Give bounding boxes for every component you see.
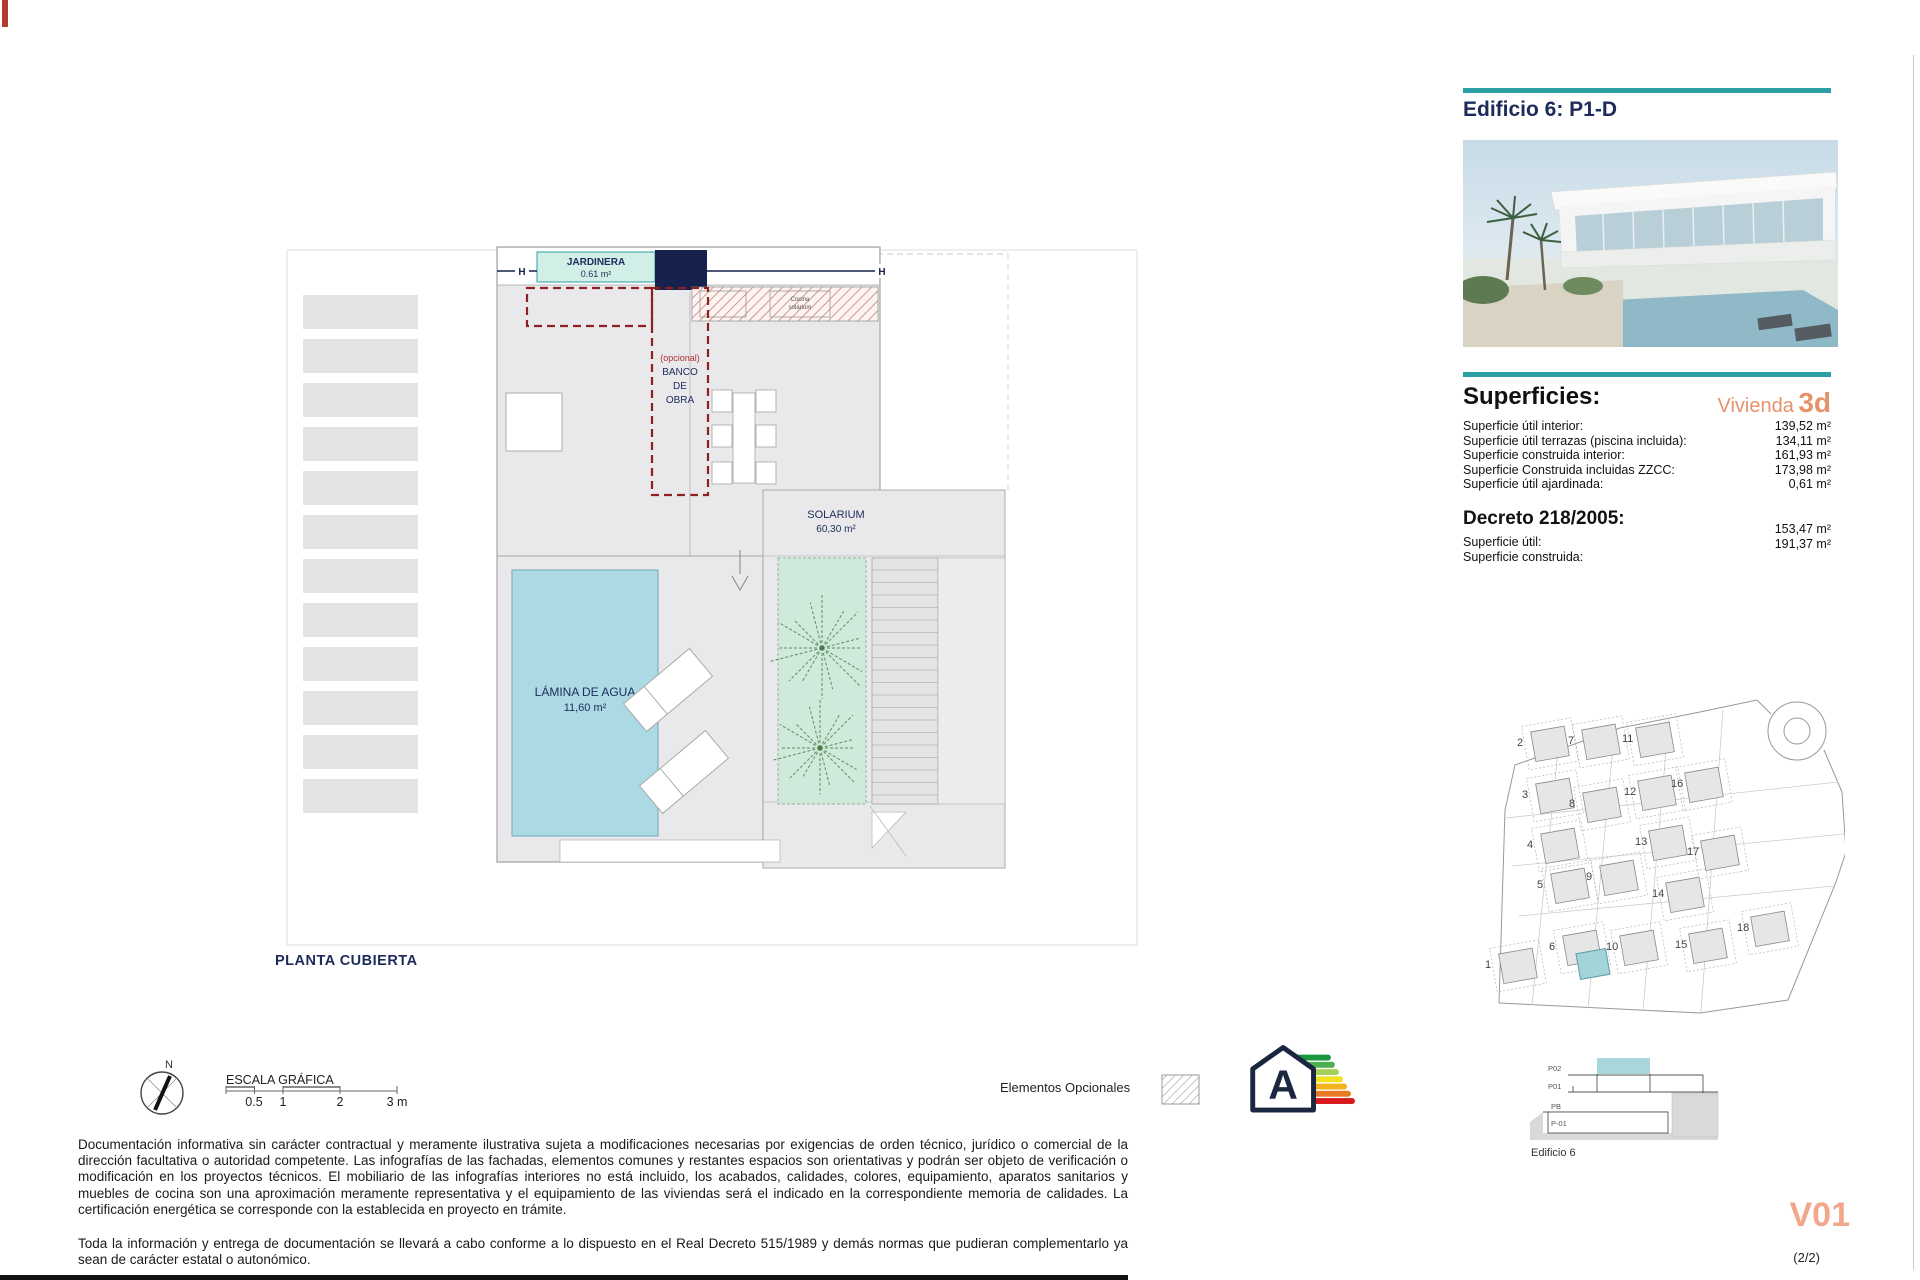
- section-label: Edificio 6: [1531, 1147, 1576, 1159]
- site-plot-number: 13: [1635, 836, 1648, 848]
- floor-label: P02: [1548, 1064, 1562, 1073]
- scale-tick: 1: [279, 1095, 287, 1109]
- site-plot-number: 14: [1652, 888, 1665, 900]
- page-edge-line: [1913, 55, 1914, 1270]
- skylight: [506, 393, 562, 451]
- row-label: Superficie útil:: [1463, 535, 1542, 549]
- site-plot-number: 5: [1537, 879, 1544, 891]
- scale-tick: 0.5: [245, 1095, 263, 1109]
- site-plot-number: 9: [1586, 871, 1593, 883]
- site-buildings: [1490, 714, 1799, 992]
- disclaimer-paragraph-1: Documentación informativa sin carácter contractual y meramente ilustrativa sujeta a modificaciones necesarias por exigencias de orden técnico, jurídico o comercial de la dirección facultativa o autoridad competente. Las infografías de las fachadas, elementos comunes y restantes espacios son orientativas y podrán ser objeto de verificación o modificación en los proyectos técnicos. El mobiliario de las infografías interiores no está incluido, los acabados, calidades, colores, equipamiento, aparatos sanitarios y muebles de cocina son una aproximación meramente representativa y el equipamiento de las viviendas será el indicado en la correspondiente memoria de calidades. La certificación energética se corresponde con la establecida en proyecto en trámite.: [78, 1137, 1128, 1217]
- row-value: 173,98 m²: [1774, 462, 1831, 477]
- road: [1757, 700, 1771, 714]
- table-row: [1463, 463, 1831, 478]
- site-plan-map: [1465, 690, 1845, 1030]
- north-compass: [141, 1059, 183, 1114]
- road: [1824, 750, 1830, 764]
- row-label: Superficie útil ajardinada:: [1463, 477, 1604, 492]
- photo-bush: [1563, 277, 1603, 295]
- page-number: (2/2): [1793, 1250, 1820, 1265]
- site-plot-number: 6: [1549, 941, 1556, 953]
- villa-render-photo: [1463, 140, 1838, 347]
- site-building: [1532, 820, 1589, 872]
- floor-label: P-01: [1551, 1119, 1567, 1128]
- kitchen-unit: [770, 291, 830, 317]
- table-row: [1463, 434, 1831, 449]
- energy-letter: A: [1268, 1061, 1298, 1108]
- superficies-title: Superficies:: [1463, 383, 1601, 410]
- cocina-label: solárium: [788, 305, 812, 311]
- roundabout-island: [1784, 718, 1810, 744]
- floor-label: P01: [1548, 1082, 1562, 1091]
- row-label: Superficie útil terrazas (piscina incluida):: [1463, 433, 1687, 448]
- row-label: Superficie construida interior:: [1463, 448, 1625, 463]
- row-value: 134,11 m²: [1775, 433, 1831, 448]
- floor-plan: [270, 235, 1150, 975]
- row-value: 191,37 m²: [1774, 536, 1831, 551]
- site-plot-number: 10: [1606, 941, 1619, 953]
- accent-bar-mid: [1463, 372, 1831, 377]
- highlighted-unit: [1576, 949, 1610, 980]
- site-building: [1542, 860, 1599, 912]
- row-label: Superficie construida:: [1463, 550, 1584, 564]
- banco-label: BANCO: [662, 367, 698, 378]
- site-plot-number: 12: [1624, 786, 1637, 798]
- energy-rating-icon: [1242, 1038, 1360, 1124]
- row-label: Superficie útil interior:: [1463, 419, 1584, 433]
- page-corner-mark: [2, 0, 8, 27]
- pool-area: 11,60 m²: [563, 702, 607, 714]
- ground-right: [1672, 1093, 1718, 1137]
- site-building: [1611, 922, 1668, 974]
- core-block: [655, 250, 707, 290]
- optional-elements-label: Elementos Opcionales: [1000, 1080, 1131, 1095]
- disclaimer-paragraph-2: Toda la información y entrega de documentación se llevará a cabo conforme a lo dispuesto en el Real Decreto 515/1989 y demás normas que pudieran complementarlo ya sean de carácter estatal o autonómico.: [78, 1236, 1128, 1268]
- table-row: [1463, 419, 1831, 434]
- floor-label: PB: [1551, 1102, 1562, 1111]
- accent-bar-top: [1463, 88, 1831, 93]
- bottom-bar: [0, 1275, 1128, 1280]
- h-marker: H: [518, 267, 526, 278]
- site-plot-number: 7: [1568, 735, 1575, 747]
- site-plot-number: 17: [1687, 846, 1700, 858]
- cocina-label: Cocina: [790, 297, 810, 303]
- compass-and-scale: [110, 1040, 430, 1120]
- banco-label: OBRA: [665, 395, 695, 406]
- h-marker: H: [878, 267, 886, 278]
- site-plot-number: 4: [1527, 839, 1534, 851]
- row-value: 139,52 m²: [1774, 419, 1831, 433]
- site-plot-number: 8: [1569, 798, 1576, 810]
- table-row: [1463, 448, 1831, 463]
- site-building: [1680, 920, 1737, 972]
- decreto-labels: [1463, 535, 1583, 565]
- vivienda-label: Vivienda: [1717, 395, 1794, 417]
- dining-set: [712, 390, 776, 484]
- scale-tick: 2: [336, 1095, 344, 1109]
- site-building: [1676, 759, 1733, 811]
- table-row: [1463, 477, 1831, 492]
- section-highlight-floor: [1597, 1058, 1650, 1074]
- graphic-scale: [226, 1072, 407, 1109]
- side-strip: [938, 558, 1005, 804]
- jardinera-area: 0.61 m²: [580, 269, 612, 279]
- row-value: 153,47 m²: [1774, 522, 1831, 536]
- site-plot-number: 1: [1485, 959, 1492, 971]
- site-plot-number: 3: [1522, 789, 1529, 801]
- site-building: [1640, 817, 1700, 869]
- site-plot-number: 16: [1671, 778, 1684, 790]
- jardinera-label: JARDINERA: [566, 257, 626, 268]
- superficies-table: [1463, 419, 1831, 492]
- site-plot-number: 2: [1517, 737, 1524, 749]
- solarium-label: SOLARIUM: [807, 509, 865, 521]
- scale-title: ESCALA GRÁFICA: [226, 1073, 334, 1087]
- pool-label: LÁMINA DE AGUA: [534, 685, 636, 699]
- decreto-title: Decreto 218/2005:: [1463, 508, 1625, 529]
- site-building: [1657, 869, 1714, 921]
- opcional-label: (opcional): [660, 353, 700, 363]
- building-section-diagram: [1525, 1050, 1775, 1165]
- building-title: Edificio 6: P1-D: [1463, 98, 1618, 121]
- site-plot-number: 15: [1675, 939, 1688, 951]
- banco-label: DE: [673, 381, 687, 392]
- sheet-title: PLANTA CUBIERTA: [275, 953, 418, 969]
- row-value: 0,61 m²: [1788, 477, 1831, 492]
- site-building: [1627, 714, 1684, 766]
- site-plot-number: 18: [1737, 922, 1750, 934]
- bottom-strip: [560, 840, 780, 862]
- optional-hatch-swatch: [1160, 1073, 1202, 1107]
- site-building: [1742, 903, 1799, 955]
- vivienda-tag: [1620, 387, 1831, 419]
- scale-tick: 3 m: [386, 1095, 408, 1109]
- site-building: [1692, 827, 1749, 879]
- north-label: N: [165, 1059, 173, 1071]
- row-value: 161,93 m²: [1774, 448, 1831, 463]
- version-label: V01: [1789, 1196, 1850, 1234]
- row-label: Superficie Construida incluidas ZZCC:: [1463, 462, 1675, 477]
- site-plot-number: 11: [1622, 733, 1634, 745]
- vivienda-value: 3d: [1798, 387, 1831, 418]
- decreto-values: [1700, 522, 1831, 551]
- solarium-area: 60,30 m²: [816, 524, 856, 535]
